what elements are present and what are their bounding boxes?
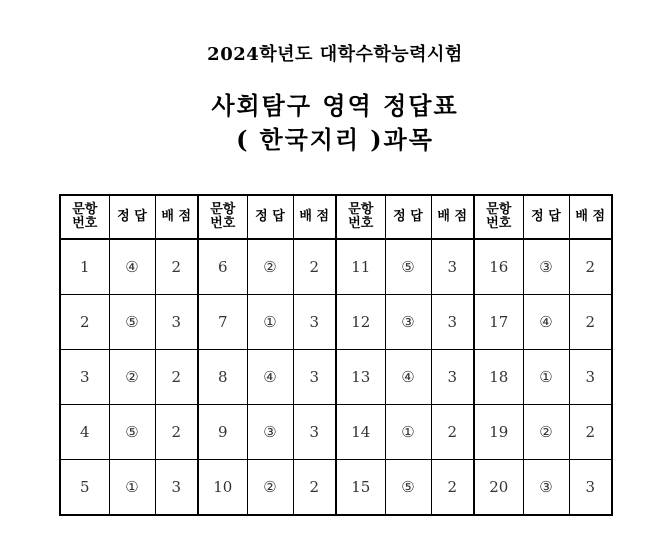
question-number-cell: 4 (60, 405, 109, 460)
question-number-cell: 18 (474, 350, 523, 405)
header-answer: 정 답 (385, 195, 431, 239)
header-question-number: 문항 번호 (474, 195, 523, 239)
question-number-cell: 5 (60, 460, 109, 516)
header-answer: 정 답 (247, 195, 293, 239)
table-row (60, 350, 612, 405)
score-cell: 2 (155, 350, 198, 405)
header-score: 배 점 (569, 195, 612, 239)
answer-cell: ⑤ (109, 405, 155, 460)
question-number-cell: 12 (336, 295, 385, 350)
question-number-cell: 6 (198, 239, 247, 295)
question-number-cell: 15 (336, 460, 385, 516)
table-row (60, 405, 612, 460)
question-number-cell: 14 (336, 405, 385, 460)
score-cell: 2 (569, 239, 612, 295)
subject-suffix: )과목 (370, 125, 434, 154)
question-number-cell: 3 (60, 350, 109, 405)
question-number-cell: 8 (198, 350, 247, 405)
score-cell: 2 (293, 239, 336, 295)
answer-cell: ① (247, 295, 293, 350)
question-number-cell: 17 (474, 295, 523, 350)
score-cell: 3 (431, 350, 474, 405)
score-cell: 3 (155, 460, 198, 516)
answer-cell: ② (247, 460, 293, 516)
answer-cell: ② (109, 350, 155, 405)
answer-cell: ① (385, 405, 431, 460)
score-cell: 2 (431, 460, 474, 516)
question-number-cell: 16 (474, 239, 523, 295)
exam-year-title: 2024학년도 대학수학능력시험 (207, 44, 463, 65)
answer-cell: ③ (385, 295, 431, 350)
header-question-number: 문항 번호 (198, 195, 247, 239)
answer-table (59, 194, 613, 516)
answer-cell: ② (523, 405, 569, 460)
header-question-number: 문항 번호 (336, 195, 385, 239)
score-cell: 2 (569, 405, 612, 460)
score-cell: 2 (293, 460, 336, 516)
score-cell: 2 (431, 405, 474, 460)
question-number-cell: 1 (60, 239, 109, 295)
answer-cell: ⑤ (385, 460, 431, 516)
question-number-cell: 9 (198, 405, 247, 460)
score-cell: 3 (431, 239, 474, 295)
answer-cell: ③ (523, 239, 569, 295)
question-number-cell: 10 (198, 460, 247, 516)
answer-cell: ④ (247, 350, 293, 405)
subject-name: 한국지리 (259, 125, 361, 154)
score-cell: 2 (155, 405, 198, 460)
score-cell: 3 (155, 295, 198, 350)
question-number-cell: 20 (474, 460, 523, 516)
score-cell: 3 (293, 405, 336, 460)
answer-cell: ④ (385, 350, 431, 405)
question-number-cell: 2 (60, 295, 109, 350)
answer-cell: ② (247, 239, 293, 295)
score-cell: 3 (569, 460, 612, 516)
question-number-cell: 19 (474, 405, 523, 460)
answer-cell: ④ (109, 239, 155, 295)
question-number-cell: 13 (336, 350, 385, 405)
question-number-cell: 11 (336, 239, 385, 295)
score-cell: 3 (569, 350, 612, 405)
answer-cell: ⑤ (385, 239, 431, 295)
header-answer: 정 답 (109, 195, 155, 239)
header-answer: 정 답 (523, 195, 569, 239)
table-row (60, 295, 612, 350)
answer-cell: ① (109, 460, 155, 516)
header-score: 배 점 (155, 195, 198, 239)
question-number-cell: 7 (198, 295, 247, 350)
score-cell: 3 (293, 350, 336, 405)
answer-key-title: 사회탐구 영역 정답표 (211, 91, 459, 120)
answer-cell: ③ (247, 405, 293, 460)
subject-open-paren: ( (236, 125, 250, 154)
score-cell: 3 (293, 295, 336, 350)
table-row (60, 460, 612, 516)
answer-cell: ③ (523, 460, 569, 516)
header-question-number: 문항 번호 (60, 195, 109, 239)
header-row (60, 195, 612, 239)
answer-cell: ① (523, 350, 569, 405)
answer-cell: ⑤ (109, 295, 155, 350)
score-cell: 3 (431, 295, 474, 350)
answer-cell: ④ (523, 295, 569, 350)
table-row (60, 239, 612, 295)
score-cell: 2 (155, 239, 198, 295)
score-cell: 2 (569, 295, 612, 350)
subject-title (0, 120, 670, 155)
header-score: 배 점 (293, 195, 336, 239)
header-score: 배 점 (431, 195, 474, 239)
